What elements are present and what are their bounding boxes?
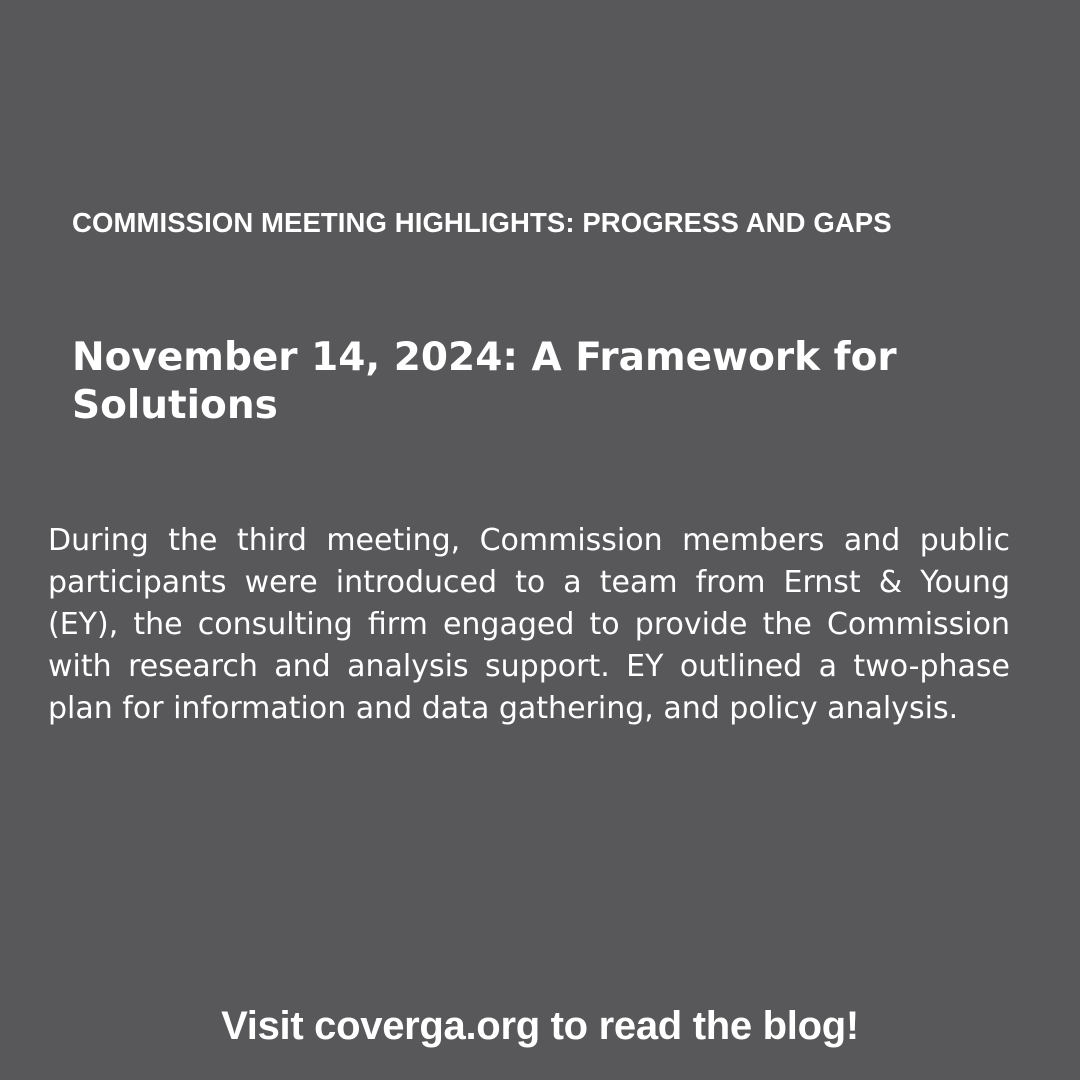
- call-to-action-text: Visit coverga.org to read the blog!: [221, 1004, 859, 1048]
- section-kicker: COMMISSION MEETING HIGHLIGHTS: PROGRESS AND GAPS: [72, 207, 892, 238]
- post-body-text: During the third meeting, Commission members and public participants were introduced to a team from Ernst & Young (EY), the consulting firm engaged to provide the Commission with research and analysis support. EY outlined a two-phase plan for information and data gathering, and policy analysis.: [48, 523, 1010, 726]
- post-headline: November 14, 2024: A Framework for Solutions: [72, 335, 897, 428]
